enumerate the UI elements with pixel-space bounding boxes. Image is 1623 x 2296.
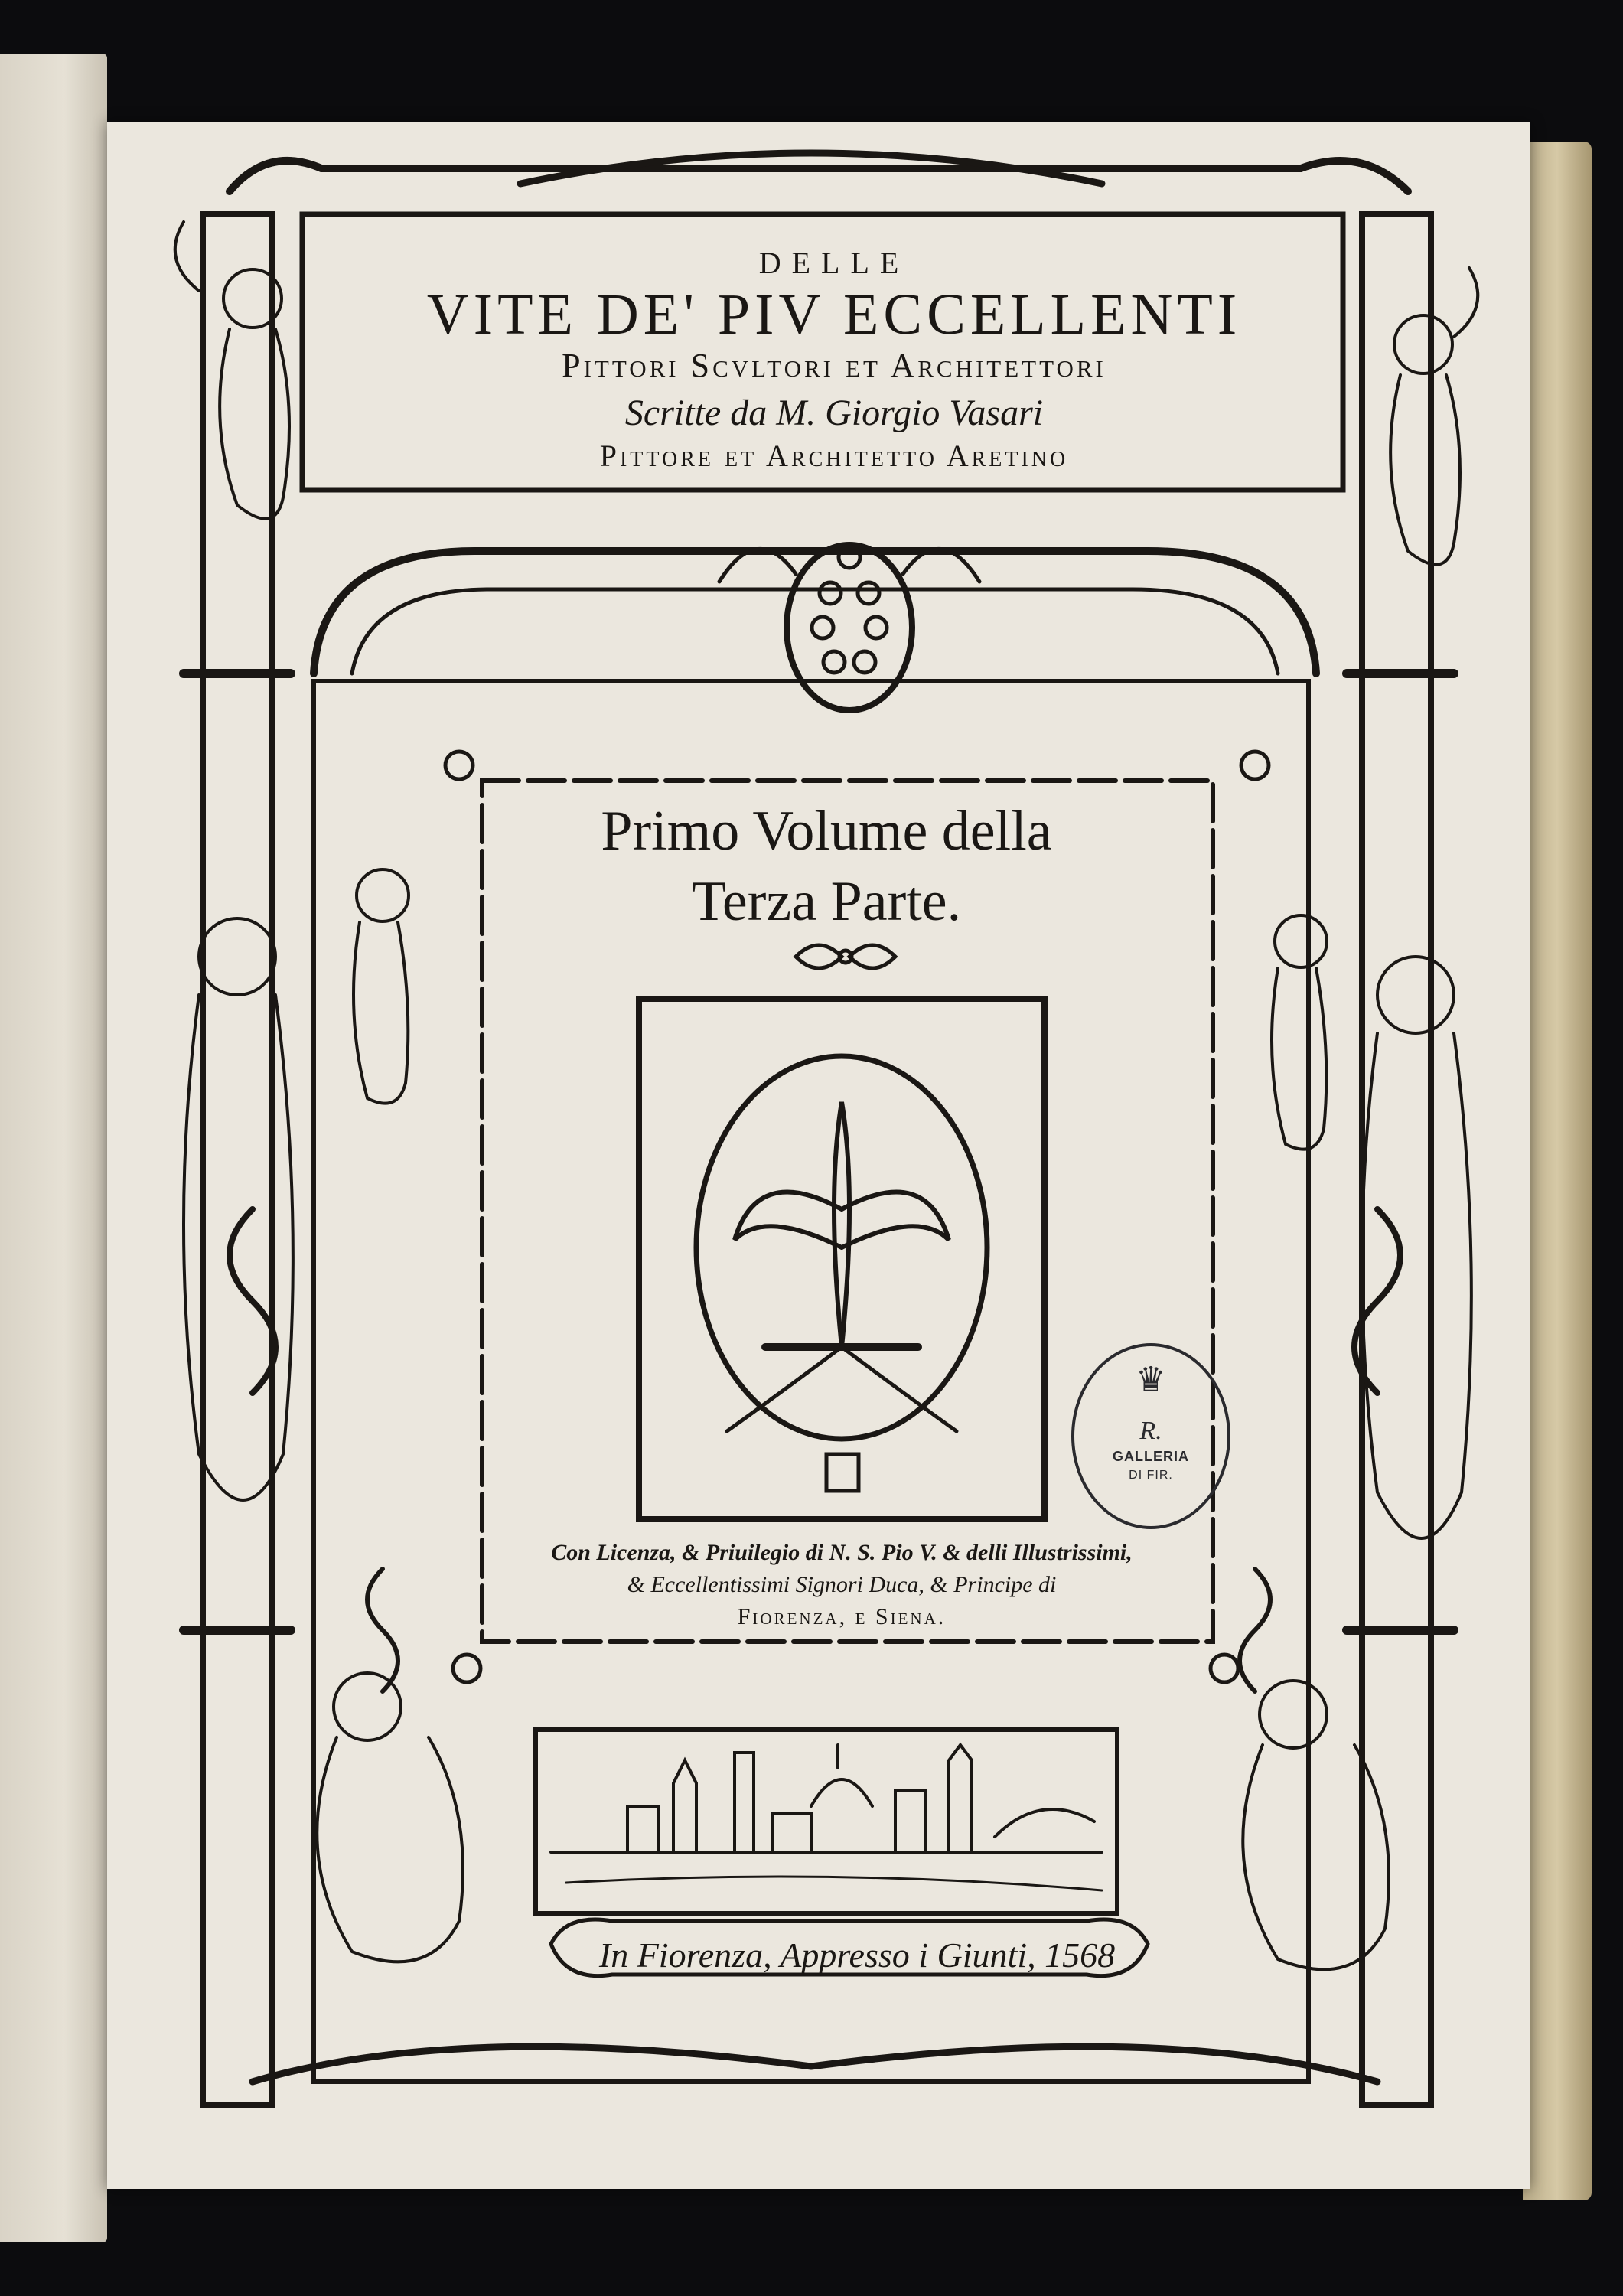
arch [314,551,1316,673]
license-line-1: Con Licenza, & Priuilegio di N. S. Pio V. & delli Illustrissimi, [551,1540,1133,1565]
library-stamp [1071,1343,1230,1529]
volume-heading-line-1: Primo Volume della [601,800,1052,863]
left-reclining-figure [317,1673,463,1962]
title-delle: DELLE [758,246,910,280]
rosette-bottom-right [1211,1655,1238,1682]
medici-coat-of-arms-icon [719,545,979,710]
stamp-line-1: GALLERIA [1113,1449,1189,1464]
top-cornice [230,161,1408,191]
right-pilaster [1362,214,1431,2105]
florence-cityscape-icon [551,1745,1102,1890]
rosette-top-right [1241,752,1269,779]
title-author: Scritte da M. Giorgio Vasari [624,393,1044,433]
left-pilaster [203,214,272,2105]
license-line-3: Fiorenza, e Siena. [737,1604,947,1629]
stamp-letter: R. [1139,1417,1162,1445]
title-vite: VITE DE' PIV ECCELLENTI [426,282,1242,347]
left-small-putto [354,869,409,1104]
imprint: In Fiorenza, Appresso i Giunti, 1568 [598,1936,1116,1975]
arch-inner [352,589,1278,673]
right-lower-scroll [1240,1569,1270,1691]
volume-heading-line-2: Terza Parte. [691,870,962,933]
right-caryatid-figure [1362,957,1471,1538]
title-pittori: Pittori Scvltori et Architettori [562,347,1106,384]
right-putto-figure [1390,268,1478,565]
right-small-putto [1272,915,1327,1150]
crown-icon: ♛ [1136,1361,1166,1398]
bottom-base [253,2047,1377,2082]
florentine-lily-icon [639,999,1045,1519]
right-reclining-figure [1243,1681,1389,1969]
fleuron-ornament-icon [796,945,895,968]
license-line-2: & Eccellentissimi Signori Duca, & Principe di [627,1572,1057,1597]
rosette-bottom-left [453,1655,481,1682]
title-author-role: Pittore et Architetto Aretino [599,439,1069,473]
rosette-top-left [445,752,473,779]
stamp-line-2: DI FIR. [1129,1469,1173,1482]
